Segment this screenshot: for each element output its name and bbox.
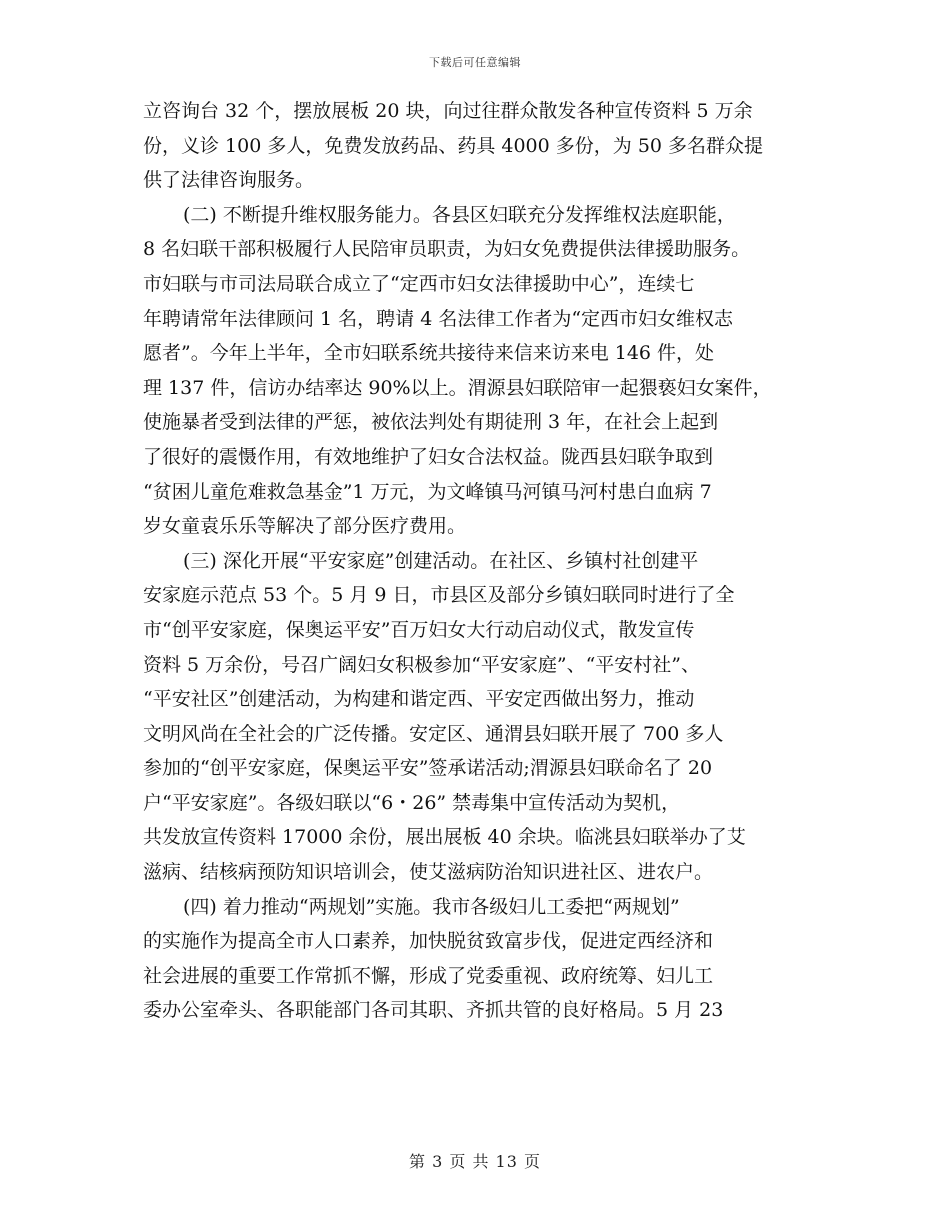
text-line: 委办公室牵头、各职能部门各司其职、齐抓共管的良好格局。5 月 23 <box>143 999 724 1022</box>
text-line: “平安社区”创建活动，为构建和谐定西、平安定西做出努力，推动 <box>143 688 695 711</box>
section-heading-line: (四) 着力推动“两规划”实施。我市各级妇儿工委把“两规划” <box>183 895 680 918</box>
text-line: 8 名妇联干部积极履行人民陪审员职责，为妇女免费提供法律援助服务。 <box>143 238 751 261</box>
text-line: 理 137 件，信访办结率达 90%以上。渭源县妇联陪审一起猥亵妇女案件， <box>143 376 772 399</box>
text-line: 参加的“创平安家庭，保奥运平安”签承诺活动;渭源县妇联命名了 20 <box>143 757 713 780</box>
text-line: 供了法律咨询服务。 <box>143 169 315 192</box>
text-line: 滋病、结核病预防知识培训会，使艾滋病防治知识进社区、进农户。 <box>143 861 714 884</box>
text-line: 安家庭示范点 53 个。5 月 9 日，市县区及部分乡镇妇联同时进行了全 <box>143 584 735 607</box>
text-line: 文明风尚在全社会的广泛传播。安定区、通渭县妇联开展了 700 多人 <box>143 722 724 745</box>
text-line: 社会进展的重要工作常抓不懈，形成了党委重视、政府统筹、妇儿工 <box>143 964 714 987</box>
text-line: 市“创平安家庭，保奥运平安”百万妇女大行动启动仪式，散发宣传 <box>143 618 695 641</box>
text-line: 立咨询台 32 个，摆放展板 20 块，向过往群众散发各种宣传资料 5 万余 <box>143 100 753 122</box>
document-body <box>143 94 833 1028</box>
text-line: 愿者”。今年上半年，全市妇联系统共接待来信来访来电 146 件，处 <box>143 342 715 365</box>
page-number: 第 3 页 共 13 页 <box>409 1152 541 1171</box>
text-line: “贫困儿童危难救急基金”1 万元，为文峰镇马河镇马河村患白血病 7 <box>143 480 712 503</box>
text-line: 资料 5 万余份，号召广阔妇女积极参加“平安家庭”、“平安村社”、 <box>143 653 701 676</box>
text-line: 年聘请常年法律顾问 1 名，聘请 4 名法律工作者为“定西市妇女维权志 <box>143 307 734 330</box>
text-line: 市妇联与市司法局联合成立了“定西市妇女法律援助中心”，连续七 <box>143 272 695 295</box>
text-line: 份，义诊 100 多人，免费发放药品、药具 4000 多份，为 50 多名群众提 <box>143 134 764 157</box>
text-line: 岁女童袁乐乐等解决了部分医疗费用。 <box>143 515 467 538</box>
text-line: 共发放宣传资料 17000 余份，展出展板 40 余块。临洮县妇联举办了艾 <box>143 826 746 849</box>
section-heading-line: (三) 深化开展“平安家庭”创建活动。在社区、乡镇村社创建平 <box>183 549 699 572</box>
text-line: 了很好的震慑作用，有效地维护了妇女合法权益。陇西县妇联争取到 <box>143 445 714 468</box>
text-line: 的实施作为提高全市人口素养，加快脱贫致富步伐，促进定西经济和 <box>143 930 714 953</box>
text-line: 户“平安家庭”。各级妇联以“6・26” 禁毒集中宣传活动为契机， <box>143 791 681 814</box>
section-heading-line: (二) 不断提升维权服务能力。各县区妇联充分发挥维权法庭职能， <box>183 203 736 226</box>
page-header: 下载后可任意编辑 <box>429 56 521 69</box>
text-line: 使施暴者受到法律的严惩，被依法判处有期徒刑 3 年，在社会上起到 <box>143 411 719 434</box>
